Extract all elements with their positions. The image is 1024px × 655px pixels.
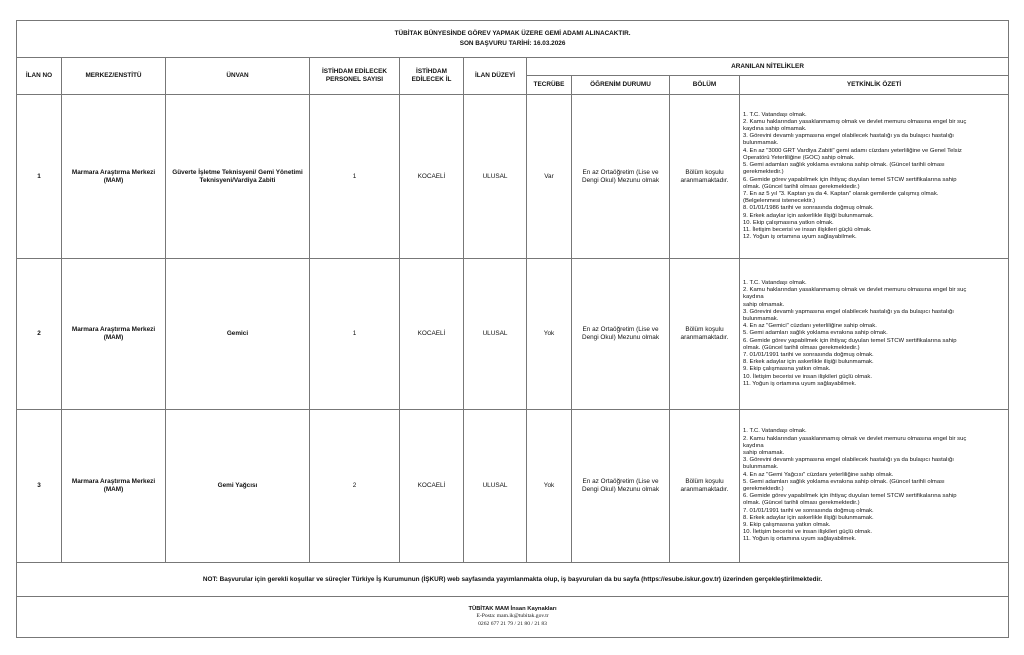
ogrenim-cell: En az Ortaöğretim (Lise ve Dengi Okul) Mezunu olmak (572, 95, 670, 259)
yetkinlik-line: sahip olmamak. (743, 301, 785, 308)
yetkinlik-line: 9. Ekip çalışmasına yatkın olmak. (743, 366, 831, 373)
personel-sayisi-cell: 1 (310, 95, 400, 259)
yetkinlik-cell (740, 95, 1009, 259)
yetkinlik-line: 7. En az 5 yıl "3. Kaptan ya da 4. Kaptan" olarak gemilerde çalışmış olmak. (743, 190, 939, 197)
yetkinlik-line: bulunmamak. (743, 315, 779, 322)
title-line-1: TÜBİTAK BÜNYESİNDE GÖREV YAPMAK ÜZERE GEMİ ADAMI ALINACAKTIR. (394, 30, 631, 37)
col-header-ogrenim: ÖĞRENİM DURUMU (572, 76, 670, 95)
yetkinlik-line: 4. En az "Gemici" cüzdanı yeterliliğine sahip olmak. (743, 323, 877, 330)
announcement-page (16, 20, 1008, 637)
ilan-duzeyi-cell: ULUSAL (464, 95, 527, 259)
merkez-cell: Marmara Araştırma Merkezi (MAM) (62, 259, 166, 410)
footer-email: E-Posta: mam.ik@tubitak.gov.tr (476, 613, 549, 620)
deadline-line: SON BAŞVURU TARİHİ: 16.03.2026 (459, 40, 566, 47)
yetkinlik-cell (740, 410, 1009, 563)
yetkinlik-line: olmak. (Güncel tarihli olması gerekmektedir.) (743, 344, 860, 351)
yetkinlik-line: 2. Kamu haklarından yasaklanmamış olmak ve devlet memuru olmasına engel bir suç (743, 435, 967, 442)
yetkinlik-line: 11. Yoğun iş ortamına uyum sağlayabilmek. (743, 380, 857, 387)
yetkinlik-cell (740, 259, 1009, 410)
ilan-no-cell: 1 (17, 95, 62, 259)
personel-sayisi-cell: 1 (310, 259, 400, 410)
application-note: NOT: Başvurular için gerekli koşullar ve süreçler Türkiye İş Kurumunun (İŞKUR) web sayfasında yayımlanmakta olup, iş başvuruları da bu sayfa (https://esube.iskur.gov.tr) üzerinden gerçekleştirilmektedir. (17, 563, 1009, 597)
yetkinlik-line: gerekmektedir.) (743, 486, 784, 492)
col-header-ilan-duzeyi: İLAN DÜZEYİ (464, 58, 527, 95)
col-header-merkez: MERKEZ/ENSTİTÜ (62, 58, 166, 95)
yetkinlik-line: sahip olmamak. (743, 449, 785, 456)
col-header-aranilan-nitelikler: ARANILAN NİTELİKLER (527, 58, 1009, 76)
yetkinlik-line: bulunmamak. (743, 464, 779, 471)
col-header-tecrube: TECRÜBE (527, 76, 572, 95)
tecrube-cell: Yok (527, 410, 572, 563)
ogrenim-cell: En az Ortaöğretim (Lise ve Dengi Okul) Mezunu olmak (572, 410, 670, 563)
yetkinlik-line: 12. Yoğun iş ortamına uyum sağlayabilmek. (743, 234, 857, 241)
bolum-cell: Bölüm koşulu aranmamaktadır. (670, 95, 740, 259)
bolum-cell: Bölüm koşulu aranmamaktadır. (670, 259, 740, 410)
table-row (17, 259, 1009, 410)
yetkinlik-line: 5. Gemi adamları sağlık yoklama evrakına sahip olmak. (Güncel tarihli olması (743, 162, 945, 169)
table-row (17, 410, 1009, 563)
yetkinlik-line: 1. T.C. Vatandaşı olmak. (743, 111, 807, 118)
ilan-duzeyi-cell: ULUSAL (464, 259, 527, 410)
ilan-no-cell: 2 (17, 259, 62, 410)
unvan-cell: Gemi Yağcısı (166, 410, 310, 563)
yetkinlik-line: 6. Gemide görev yapabilmek için ihtiyaç duyulan temel STCW sertifikalarına sahip (743, 493, 957, 500)
yetkinlik-line: 5. Gemi adamları sağlık yoklama evrakına sahip olmak. (743, 330, 888, 337)
yetkinlik-line: 9. Ekip çalışmasına yatkın olmak. (743, 522, 831, 529)
yetkinlik-line: 8. Erkek adaylar için askerlikle ilişiği bulunmamak. (743, 359, 874, 366)
header-row-1 (17, 58, 1009, 76)
yetkinlik-line: 7. 01/01/1991 tarihi ve sonrasında doğmuş olmak. (743, 352, 874, 358)
ogrenim-cell: En az Ortaöğretim (Lise ve Dengi Okul) Mezunu olmak (572, 259, 670, 410)
tecrube-cell: Var (527, 95, 572, 259)
yetkinlik-line: 11. Yoğun iş ortamına uyum sağlayabilmek. (743, 536, 857, 543)
yetkinlik-line: bulunmamak. (743, 140, 779, 147)
il-cell: KOCAELİ (400, 95, 464, 259)
footer-title: TÜBİTAK MAM İnsan Kaynakları (468, 606, 557, 613)
yetkinlik-line: (Belgelenmesi istenecektir.) (743, 198, 816, 205)
yetkinlik-line: 2. Kamu haklarından yasaklanmamış olmak ve devlet memuru olmasına engel bir suç (743, 118, 967, 125)
note-row (17, 563, 1009, 597)
document-title (17, 21, 1009, 58)
yetkinlik-line: 6. Gemide görev yapabilmek için ihtiyaç duyulan temel STCW sertifikalarına sahip (743, 176, 957, 183)
unvan-cell: Güverte İşletme Teknisyeni/ Gemi Yönetimi Teknisyeni/Vardiya Zabiti (166, 95, 310, 259)
col-header-personel-sayisi: İSTİHDAM EDİLECEK PERSONEL SAYISI (310, 58, 400, 95)
yetkinlik-line: 4. En az "3000 GRT Vardiya Zabiti" gemi adamı cüzdanı yeterliliğine ve Genel Telsiz (743, 147, 962, 154)
yetkinlik-line: 9. Erkek adaylar için askerlikle ilişiği bulunmamak. (743, 212, 874, 219)
yetkinlik-line: 7. 01/01/1991 tarihi ve sonrasında doğmuş olmak. (743, 507, 874, 514)
footer-row (17, 597, 1009, 638)
yetkinlik-line: kaydına (743, 294, 764, 301)
col-header-unvan: ÜNVAN (166, 58, 310, 95)
personel-sayisi-cell: 2 (310, 410, 400, 563)
yetkinlik-line: 3. Görevini devamlı yapmasına engel olabilecek hastalığı ya da bulaşıcı hastalığı (743, 457, 954, 464)
yetkinlik-line: 5. Gemi adamları sağlık yoklama evrakına sahip olmak. (Güncel tarihli olması (743, 478, 945, 485)
yetkinlik-line: 3. Görevini devamlı yapmasına engel olabilecek hastalığı ya da bulaşıcı hastalığı (743, 308, 954, 315)
merkez-cell: Marmara Araştırma Merkezi (MAM) (62, 410, 166, 563)
yetkinlik-line: 8. Erkek adaylar için askerlikle ilişiği bulunmamak. (743, 514, 874, 521)
yetkinlik-line: 1. T.C. Vatandaşı olmak. (743, 279, 807, 286)
yetkinlik-line: 2. Kamu haklarından yasaklanmamış olmak ve devlet memuru olmasına engel bir suç (743, 287, 967, 294)
yetkinlik-line: 6. Gemide görev yapabilmek için ihtiyaç duyulan temel STCW sertifikalarına sahip (743, 337, 957, 344)
yetkinlik-line: olmak. (Güncel tarihli olması gerekmektedir.) (743, 183, 860, 190)
contact-footer (17, 597, 1009, 638)
yetkinlik-line: 10. Ekip çalışmasına yatkın olmak. (743, 219, 834, 226)
yetkinlik-line: Operatörü Yeterliliğine (GOC) sahip olmak. (743, 154, 855, 161)
title-row (17, 21, 1009, 58)
merkez-cell: Marmara Araştırma Merkezi (MAM) (62, 95, 166, 259)
yetkinlik-line: olmak. (Güncel tarihli olması gerekmektedir.) (743, 500, 860, 507)
col-header-bolum: BÖLÜM (670, 76, 740, 95)
yetkinlik-line: 3. Görevini devamlı yapmasına engel olabilecek hastalığı ya da bulaşıcı hastalığı (743, 133, 954, 140)
yetkinlik-line: kaydına (743, 442, 764, 449)
job-announcement-table (16, 20, 1009, 638)
ilan-no-cell: 3 (17, 410, 62, 563)
il-cell: KOCAELİ (400, 259, 464, 410)
unvan-cell: Gemici (166, 259, 310, 410)
yetkinlik-line: kaydına sahip olmamak. (743, 126, 807, 133)
ilan-duzeyi-cell: ULUSAL (464, 410, 527, 563)
yetkinlik-line: 10. İletişim becerisi ve insan ilişkileri güçlü olmak. (743, 373, 872, 380)
col-header-yetkinlik: YETKİNLİK ÖZETİ (740, 76, 1009, 95)
bolum-cell: Bölüm koşulu aranmamaktadır. (670, 410, 740, 563)
footer-phone: 0262 677 21 79 / 21 80 / 21 83 (478, 620, 547, 627)
table-row (17, 95, 1009, 259)
yetkinlik-line: 10. İletişim becerisi ve insan ilişkileri güçlü olmak. (743, 529, 872, 536)
yetkinlik-line: 8. 01/01/1986 tarihi ve sonrasında doğmuş olmak. (743, 205, 874, 212)
il-cell: KOCAELİ (400, 410, 464, 563)
col-header-il: İSTİHDAM EDİLECEK İL (400, 58, 464, 95)
tecrube-cell: Yok (527, 259, 572, 410)
yetkinlik-line: gerekmektedir.) (743, 169, 784, 176)
yetkinlik-line: 11. İletişim becerisi ve insan ilişkileri güçlü olmak. (743, 226, 872, 233)
yetkinlik-line: 1. T.C. Vatandaşı olmak. (743, 428, 807, 435)
col-header-ilan-no: İLAN NO (17, 58, 62, 95)
yetkinlik-line: 4. En az "Gemi Yağcısı" cüzdanı yeterliliğine sahip olmak. (743, 471, 894, 478)
